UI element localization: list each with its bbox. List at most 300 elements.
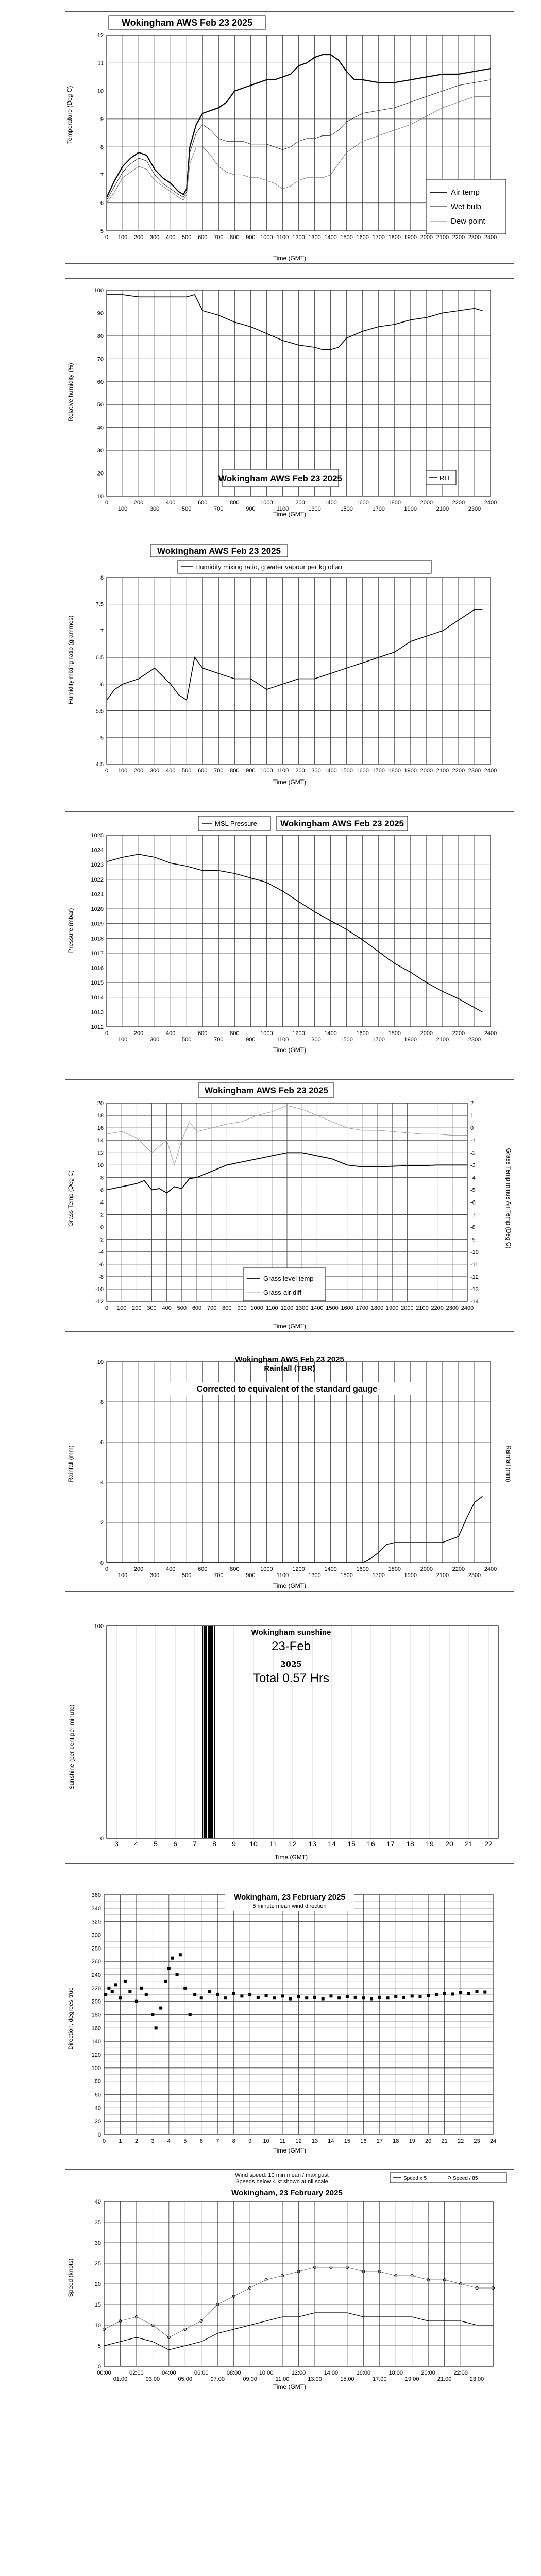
legend-mixing-ratio: Humidity mixing ratio, g water vapour per kg of air	[195, 563, 343, 571]
y-tick-label: 6	[100, 681, 104, 688]
x-tick-label: 2100	[436, 506, 449, 512]
x-tick-label: 0	[105, 234, 109, 241]
x-tick-label: 0	[105, 1030, 109, 1037]
x-tick-label: 700	[207, 1305, 217, 1311]
x-tick-label: 1900	[404, 768, 417, 774]
y-tick-label: 1013	[91, 1009, 104, 1016]
sunshine-total: Total 0.57 Hrs	[252, 1671, 330, 1685]
x-tick-label: 1400	[324, 1030, 337, 1037]
x-tick-label: 10:00	[259, 2370, 274, 2376]
y-tick-label: 30	[97, 448, 104, 454]
data-point	[459, 1991, 462, 1994]
x-tick-label: 19	[426, 1840, 434, 1848]
x-tick-label: 1600	[356, 1030, 369, 1037]
data-point	[329, 1994, 332, 1997]
x-tick-label: 14	[328, 1840, 336, 1848]
x-tick-label: 0	[105, 500, 109, 506]
x-tick-label: 10	[263, 2138, 269, 2144]
y-tick-label: 8	[100, 144, 104, 151]
x-tick-label: 14:00	[324, 2370, 339, 2376]
speed-header-2: Speeds below 4 kt shown at nil scale	[235, 2179, 328, 2185]
y-tick-label: 8	[100, 575, 104, 581]
y-tick-label: -4	[98, 1249, 104, 1256]
x-axis-label: Time (GMT)	[273, 2383, 307, 2391]
y-tick-label: -10	[95, 1286, 104, 1293]
data-point	[128, 1990, 131, 1993]
data-point	[176, 1973, 179, 1976]
x-tick-label: 1500	[326, 1305, 339, 1311]
chart-title: Wokingham AWS Feb 23 2025	[280, 819, 404, 828]
y-tick-label: 340	[91, 1905, 101, 1912]
y-tick-label: 4.5	[95, 761, 104, 768]
data-point	[200, 1996, 203, 1999]
data-point	[232, 1992, 235, 1995]
data-point	[346, 1995, 349, 1998]
y-tick-label: 20	[94, 2281, 101, 2287]
x-tick-label: 1700	[372, 506, 385, 512]
x-tick-label: 1100	[276, 1572, 289, 1579]
y-tick-label: 320	[91, 1919, 101, 1925]
x-tick-label: 500	[182, 768, 192, 774]
x-tick-label: 1300	[308, 234, 321, 241]
y-tick-label: 15	[94, 2302, 101, 2308]
x-tick-label: 400	[165, 1030, 176, 1037]
y-tick-label: 300	[91, 1932, 101, 1939]
y-tick-label: 100	[94, 1623, 104, 1630]
y-tick-label: 0	[100, 1836, 104, 1842]
data-point	[107, 1987, 110, 1990]
x-tick-label: 2200	[452, 500, 465, 506]
x-tick-label: 17:00	[373, 2376, 387, 2382]
legend-grass-level: Grass level temp	[263, 1275, 314, 1282]
x-tick-label: 2400	[484, 500, 497, 506]
x-tick-label: 0	[105, 1305, 109, 1311]
x-tick-label: 300	[149, 234, 160, 241]
y2-tick-label: 0	[470, 1125, 474, 1132]
y-tick-label: 10	[97, 1359, 104, 1365]
y-axis-label: Rainfall (mm)	[67, 1445, 74, 1482]
x-tick-label: 2400	[484, 234, 497, 241]
x-tick-label: 24	[489, 2138, 497, 2144]
x-tick-label: 1300	[308, 506, 321, 512]
x-tick-label: 11:00	[275, 2376, 290, 2382]
data-point	[193, 1993, 196, 1996]
data-point	[171, 1957, 174, 1960]
data-point	[273, 1996, 276, 1999]
y-tick-label: -12	[95, 1299, 104, 1305]
x-tick-label: 1900	[404, 1572, 417, 1579]
y-tick-label: 80	[97, 333, 104, 340]
y-tick-label: 1023	[91, 862, 104, 869]
x-tick-label: 1700	[372, 1572, 385, 1579]
data-point	[189, 2013, 192, 2016]
data-point	[370, 1997, 373, 2001]
data-point	[183, 1987, 187, 1990]
x-tick-label: 2300	[468, 1037, 481, 1043]
data-point	[443, 1992, 446, 1995]
y-tick-label: 2	[100, 1520, 104, 1526]
data-point	[483, 1991, 486, 1994]
x-tick-label: 11	[269, 1840, 277, 1848]
x-tick-label: 19:00	[404, 2376, 419, 2382]
x-tick-label: 400	[162, 1305, 172, 1311]
x-tick-label: 100	[117, 1572, 128, 1579]
temperature-chart	[65, 12, 513, 263]
y-tick-label: 5	[100, 228, 104, 234]
x-tick-label: 1000	[260, 500, 273, 506]
legend-grass-air-diff: Grass-air diff	[263, 1289, 302, 1296]
data-point	[135, 2000, 138, 2003]
x-tick-label: 100	[116, 1305, 127, 1311]
temperature-chart-panel	[65, 11, 514, 264]
wind-speed-chart	[65, 2170, 513, 2392]
pressure-chart	[65, 812, 513, 1055]
x-tick-label: 900	[246, 1037, 256, 1043]
x-tick-label: 12	[289, 1840, 297, 1848]
y2-tick-label: -13	[470, 1286, 479, 1293]
y2-tick-label: -1	[470, 1138, 476, 1144]
x-tick-label: 2000	[420, 1566, 433, 1572]
x-tick-label: 22	[457, 2138, 464, 2144]
humidity-chart-panel	[65, 278, 514, 520]
legend	[426, 179, 506, 234]
sunshine-year: 2025	[280, 1659, 302, 1669]
gauge-note: Corrected to equivalent of the standard gauge	[196, 1385, 378, 1394]
y-tick-label: 200	[91, 1998, 101, 2005]
x-tick-label: 19	[409, 2138, 415, 2144]
y-tick-label: 100	[94, 287, 104, 294]
data-point	[164, 1980, 167, 1983]
x-tick-label: 18	[406, 1840, 414, 1848]
legend-rh: RH	[439, 474, 449, 482]
y-tick-label: 280	[91, 1945, 101, 1952]
y-tick-label: 160	[91, 2025, 101, 2032]
x-tick-label: 1600	[356, 500, 369, 506]
data-point	[394, 1995, 397, 1998]
x-tick-label: 1500	[340, 234, 353, 241]
pressure-chart-panel	[65, 811, 514, 1056]
x-tick-label: 600	[198, 1030, 208, 1037]
x-tick-label: 2100	[436, 1572, 449, 1579]
y-tick-label: 7	[100, 172, 104, 179]
x-tick-label: 1300	[295, 1305, 309, 1311]
x-tick-label: 0	[105, 1566, 109, 1572]
data-point	[354, 1996, 357, 1999]
x-tick-label: 16:00	[356, 2370, 371, 2376]
x-tick-label: 13	[308, 1840, 316, 1848]
y-tick-label: 9	[100, 116, 104, 123]
data-point	[337, 1996, 341, 1999]
x-tick-label: 100	[117, 768, 128, 774]
legend	[178, 560, 431, 573]
y-tick-label: 10	[94, 2323, 101, 2329]
x-tick-label: 3	[114, 1840, 119, 1848]
x-tick-label: 700	[214, 1572, 224, 1579]
y-tick-label: 18	[97, 1113, 104, 1120]
x-tick-label: 1100	[276, 234, 289, 241]
x-tick-label: 2400	[484, 768, 497, 774]
y-tick-label: 10	[97, 494, 104, 500]
x-tick-label: 15:00	[340, 2376, 354, 2382]
y2-tick-label: -6	[470, 1199, 476, 1206]
x-tick-label: 2400	[484, 1566, 497, 1572]
x-tick-label: 400	[165, 1566, 176, 1572]
x-axis-label: Time (GMT)	[274, 1854, 308, 1861]
x-tick-label: 600	[198, 1566, 208, 1572]
y2-tick-label: -10	[470, 1249, 479, 1256]
x-tick-label: 1800	[388, 234, 401, 241]
x-tick-label: 14	[328, 2138, 334, 2144]
x-tick-label: 10	[249, 1840, 258, 1848]
y-tick-label: 8	[100, 1175, 104, 1181]
x-tick-label: 900	[246, 768, 256, 774]
y-tick-label: 1017	[91, 950, 104, 957]
x-tick-label: 04:00	[162, 2370, 176, 2376]
x-tick-label: 2300	[468, 506, 481, 512]
y-tick-label: 360	[91, 1892, 101, 1899]
x-tick-label: 21:00	[437, 2376, 452, 2382]
data-point	[155, 2026, 158, 2029]
y-tick-label: 60	[94, 2092, 101, 2098]
data-point	[216, 1993, 219, 1996]
x-tick-label: 17	[386, 1840, 395, 1848]
sunshine-chart-panel	[65, 1618, 514, 1864]
x-tick-label: 1200	[292, 1030, 305, 1037]
data-point	[362, 1996, 365, 1999]
x-tick-label: 1200	[292, 1566, 305, 1572]
x-tick-label: 05:00	[178, 2376, 193, 2382]
x-tick-label: 1500	[340, 1572, 353, 1579]
data-point	[289, 1997, 292, 2001]
x-tick-label: 11	[279, 2138, 285, 2144]
x-tick-label: 1800	[388, 500, 401, 506]
x-tick-label: 2200	[431, 1305, 444, 1311]
y-tick-label: 180	[91, 2012, 101, 2019]
y-tick-label: 4	[100, 1199, 104, 1206]
x-axis-label: Time (GMT)	[273, 778, 307, 786]
x-tick-label: 20	[425, 2138, 432, 2144]
x-tick-label: 500	[182, 234, 192, 241]
x-tick-label: 1800	[370, 1305, 384, 1311]
data-point	[411, 1994, 414, 1997]
x-tick-label: 900	[246, 234, 256, 241]
x-tick-label: 23:00	[469, 2376, 484, 2382]
y-tick-label: 11	[97, 60, 104, 67]
x-tick-label: 1900	[404, 234, 417, 241]
x-tick-label: 2100	[436, 1037, 449, 1043]
plot-area	[107, 1626, 498, 1838]
x-tick-label: 500	[182, 1037, 192, 1043]
grass-temp-chart-panel	[65, 1079, 514, 1332]
data-point	[104, 1993, 107, 1996]
x-tick-label: 03:00	[145, 2376, 160, 2382]
x-tick-label: 9	[248, 2138, 252, 2144]
x-tick-label: 22	[484, 1840, 493, 1848]
x-tick-label: 02:00	[129, 2370, 144, 2376]
y-tick-label: -2	[98, 1236, 104, 1243]
x-tick-label: 1100	[276, 1037, 289, 1043]
y-tick-label: 5	[97, 2343, 101, 2349]
data-point	[208, 1990, 211, 1993]
x-tick-label: 200	[133, 768, 144, 774]
mixing-ratio-chart	[65, 541, 513, 787]
y2-tick-label: -8	[470, 1224, 476, 1231]
y2-tick-label: -12	[470, 1274, 479, 1280]
x-tick-label: 1600	[356, 768, 369, 774]
chart-title: Wokingham sunshine	[251, 1628, 331, 1637]
y-tick-label: 6	[100, 1187, 104, 1194]
x-tick-label: 1200	[280, 1305, 294, 1311]
x-tick-label: 2000	[401, 1305, 414, 1311]
y-tick-label: 220	[91, 1985, 101, 1992]
x-tick-label: 1900	[404, 1037, 417, 1043]
y-tick-label: 20	[94, 2119, 101, 2125]
y-axis-label: Grass Temp (Deg C)	[67, 1170, 74, 1227]
y-tick-label: 35	[94, 2219, 101, 2226]
data-point	[124, 1980, 127, 1983]
y-tick-label: 100	[91, 2065, 101, 2072]
y-tick-label: 1018	[91, 936, 104, 942]
data-point	[179, 1953, 182, 1956]
data-point	[322, 1997, 325, 2001]
legend-msl-pressure: MSL Pressure	[215, 820, 257, 827]
x-tick-label: 900	[246, 1572, 256, 1579]
x-tick-label: 500	[182, 506, 192, 512]
speed-header-1: Wind speed: 10 min mean / max gust	[235, 2172, 329, 2178]
data-point	[119, 1996, 122, 1999]
y-tick-label: 4	[100, 1480, 104, 1486]
rainfall-chart	[65, 1350, 513, 1591]
y-tick-label: 260	[91, 1959, 101, 1965]
data-point	[476, 1990, 479, 1993]
x-axis-label: Time (GMT)	[273, 255, 307, 262]
x-tick-label: 1	[119, 2138, 122, 2144]
x-tick-label: 600	[198, 768, 208, 774]
x-tick-label: 2100	[416, 1305, 429, 1311]
legend	[390, 2173, 506, 2183]
y-tick-label: -6	[98, 1261, 104, 1268]
x-tick-label: 1900	[385, 1305, 399, 1311]
x-tick-label: 07:00	[210, 2376, 225, 2382]
data-point	[378, 1996, 381, 1999]
x-tick-label: 4	[134, 1840, 138, 1848]
x-tick-label: 2400	[461, 1305, 474, 1311]
x-tick-label: 6	[199, 2138, 203, 2144]
x-tick-label: 1800	[388, 1030, 401, 1037]
y-tick-label: 120	[91, 2052, 101, 2058]
y2-axis-label: Grass Temp minus Air Temp (Deg C)	[505, 1148, 512, 1249]
data-point	[265, 1994, 268, 1997]
y-tick-label: 90	[97, 310, 104, 317]
x-tick-label: 1400	[324, 500, 337, 506]
y-tick-label: 1022	[91, 876, 104, 883]
x-tick-label: 1600	[356, 1566, 369, 1572]
x-tick-label: 5	[154, 1840, 158, 1848]
x-tick-label: 500	[182, 1572, 192, 1579]
chart-title: Wokingham AWS Feb 23 2025	[205, 1086, 328, 1095]
x-tick-label: 8	[232, 2138, 235, 2144]
x-tick-label: 1500	[340, 768, 353, 774]
x-tick-label: 1400	[311, 1305, 324, 1311]
y-tick-label: 70	[97, 356, 104, 363]
data-point	[159, 2007, 162, 2010]
x-tick-label: 1600	[341, 1305, 353, 1311]
x-tick-label: 1100	[266, 1305, 278, 1311]
data-point	[281, 1994, 284, 1997]
x-tick-label: 6	[173, 1840, 177, 1848]
x-tick-label: 1900	[404, 506, 417, 512]
y-tick-label: 0	[97, 2132, 101, 2138]
x-tick-label: 700	[214, 768, 224, 774]
x-tick-label: 20:00	[421, 2370, 435, 2376]
x-tick-label: 400	[165, 234, 176, 241]
wind-speed-chart-panel	[65, 2169, 514, 2393]
data-point	[151, 2013, 154, 2016]
y2-tick-label: -14	[470, 1299, 479, 1305]
wind-direction-chart-panel	[65, 1887, 514, 2157]
x-tick-label: 700	[214, 506, 224, 512]
y2-axis-label: Rainfall (mm)	[505, 1445, 512, 1482]
x-tick-label: 06:00	[194, 2370, 209, 2376]
legend-speed-85: Speed / 85	[453, 2176, 478, 2181]
x-tick-label: 1000	[260, 1030, 273, 1037]
x-tick-label: 7	[193, 1840, 197, 1848]
y-axis-label: Humidity mixing ratio (grammes)	[67, 615, 74, 705]
x-tick-label: 18:00	[388, 2370, 403, 2376]
x-tick-label: 0	[102, 2138, 106, 2144]
y-axis-label: Direction, degrees true	[67, 1987, 74, 2050]
x-tick-label: 2000	[420, 1030, 433, 1037]
data-point	[248, 1993, 251, 1996]
y-tick-label: 50	[97, 402, 104, 409]
y-tick-label: 25	[94, 2261, 101, 2267]
x-tick-label: 2000	[420, 234, 433, 241]
x-tick-label: 09:00	[243, 2376, 257, 2382]
x-tick-label: 16	[360, 2138, 367, 2144]
data-point	[451, 1992, 454, 1995]
rainfall-chart-panel	[65, 1350, 514, 1592]
data-point	[435, 1993, 438, 1996]
legend-air-temp: Air temp	[451, 188, 480, 197]
y-tick-label: 80	[94, 2078, 101, 2085]
x-tick-label: 2300	[468, 234, 481, 241]
y-tick-label: 240	[91, 1972, 101, 1978]
x-tick-label: 1000	[260, 768, 273, 774]
x-tick-label: 1300	[308, 1572, 321, 1579]
x-tick-label: 200	[132, 1305, 142, 1311]
legend-speed-x5: Speed x 5	[403, 2176, 427, 2181]
legend	[198, 816, 270, 831]
y-tick-label: 16	[97, 1125, 104, 1132]
x-tick-label: 100	[117, 234, 128, 241]
x-axis-label: Time (GMT)	[273, 1582, 307, 1589]
x-tick-label: 600	[198, 234, 208, 241]
data-point	[145, 1993, 148, 1996]
y-axis-label: Speed (knots)	[67, 2258, 74, 2297]
x-tick-label: 2200	[452, 234, 465, 241]
x-tick-label: 2000	[420, 768, 433, 774]
x-tick-label: 12:00	[291, 2370, 306, 2376]
x-tick-label: 600	[192, 1305, 202, 1311]
y-axis-label: Temperature (Deg C)	[66, 86, 73, 144]
x-tick-label: 400	[165, 500, 176, 506]
x-tick-label: 2400	[484, 1030, 497, 1037]
x-tick-label: 1800	[388, 768, 401, 774]
grass-temp-chart	[65, 1080, 513, 1331]
x-tick-label: 800	[230, 768, 240, 774]
data-point	[297, 1995, 300, 1998]
x-tick-label: 100	[117, 506, 128, 512]
